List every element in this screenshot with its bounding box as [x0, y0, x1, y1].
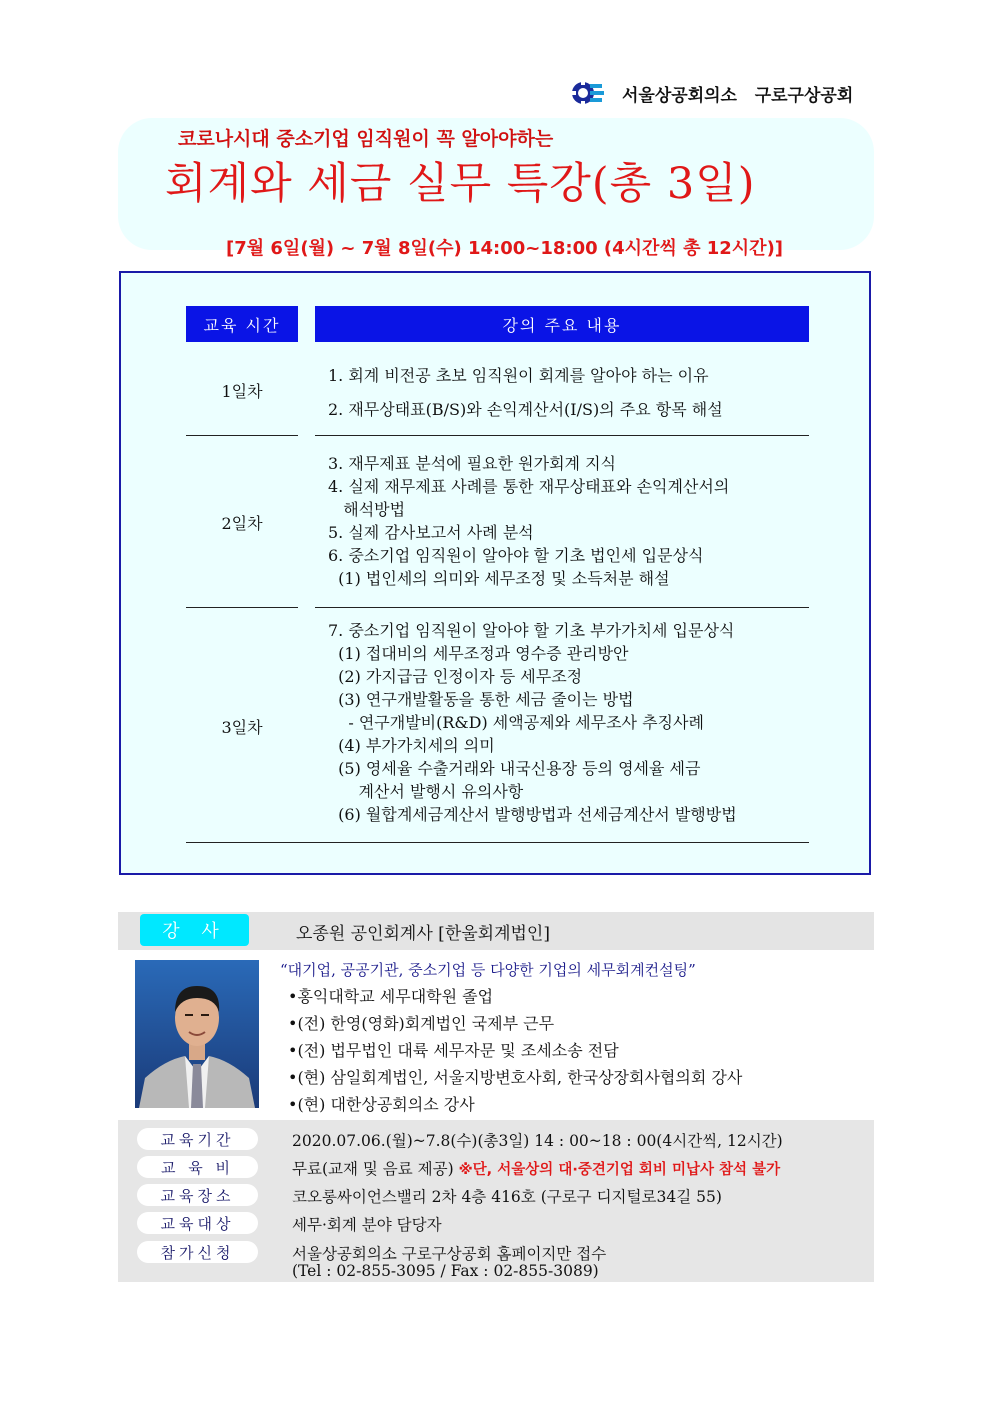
date-range: [7월 6일(월) ~ 7월 8일(수) 14:00~18:00 (4시간씩 총 12시간)]: [226, 238, 784, 259]
day-1-items: [328, 359, 723, 427]
fee-note: ※단, 서울상의 대·중견기업 회비 미납사 참석 불가: [458, 1162, 781, 1178]
list-item: (1) 접대비의 세무조정과 영수증 관리방안: [328, 644, 629, 663]
label-education-period: 교육기간: [137, 1128, 258, 1150]
schedule-table: [119, 271, 871, 875]
day-1-label: 1일차: [221, 382, 263, 401]
divider: [186, 435, 298, 436]
fee-text: 무료(교재 및 음료 제공): [292, 1160, 454, 1178]
label-education-fee: 교 육 비: [137, 1156, 258, 1178]
list-item: - 연구개발비(R&D) 세액공제와 세무조사 추징사례: [328, 713, 704, 732]
page-title: 회계와 세금 실무 특강(총 3일): [165, 159, 756, 209]
subtitle: 코로나시대 중소기업 임직원이 꼭 알아야하는: [178, 128, 554, 150]
value-contact: (Tel : 02-855-3095 / Fax : 02-855-3089): [292, 1262, 599, 1280]
instructor-name: 오종원 공인회계사 [한울회계법인]: [296, 924, 550, 944]
value-education-fee: [292, 1157, 780, 1179]
value-education-period: 2020.07.06.(월)~7.8(수)(총3일) 14 : 00~18 : 00(4시간씩, 12시간): [292, 1132, 783, 1150]
list-item: 계산서 발행시 유의사항: [328, 782, 524, 801]
instructor-photo: [135, 960, 259, 1108]
list-item: 2. 재무상태표(B/S)와 손익계산서(I/S)의 주요 항목 해설: [328, 400, 723, 419]
list-item: •(전) 한영(영화)회계법인 국제부 근무: [288, 1014, 555, 1033]
header-main-content: 강의 주요 내용: [315, 306, 809, 342]
list-item: 5. 실제 감사보고서 사례 분석: [328, 523, 534, 542]
list-item: (6) 월합계세금계산서 발행방법과 선세금계산서 발행방법: [328, 805, 737, 824]
list-item: 해석방법: [328, 500, 406, 519]
list-item: 6. 중소기업 임직원이 알아야 할 기초 법인세 입문상식: [328, 546, 704, 565]
value-education-target: 세무·회계 분야 담당자: [292, 1216, 442, 1234]
instructor-quote: “대기업, 공공기관, 중소기업 등 다양한 기업의 세무회계컨설팅”: [280, 961, 696, 979]
list-item: •홍익대학교 세무대학원 졸업: [288, 987, 494, 1006]
label-education-target: 교육대상: [137, 1212, 258, 1234]
instructor-career: [288, 983, 742, 1118]
day-2-label: 2일차: [221, 514, 263, 533]
value-education-place: 코오롱싸이언스밸리 2차 4층 416호 (구로구 디지털로34길 55): [292, 1188, 722, 1206]
list-item: 7. 중소기업 임직원이 알아야 할 기초 부가가치세 입문상식: [328, 621, 735, 640]
day-2-items: [328, 452, 729, 590]
instructor-tag: 강 사: [140, 914, 249, 946]
org-header: [570, 80, 880, 106]
chamber-logo-icon: [570, 80, 606, 106]
list-item: (5) 영세율 수출거래와 내국신용장 등의 영세율 세금: [328, 759, 701, 778]
divider: [315, 435, 809, 436]
label-education-place: 교육장소: [137, 1184, 258, 1206]
list-item: (3) 연구개발활동을 통한 세금 줄이는 방법: [328, 690, 634, 709]
day-3-items: [328, 619, 737, 826]
list-item: (4) 부가가치세의 의미: [328, 736, 495, 755]
label-registration: 참가신청: [137, 1241, 258, 1263]
header-education-time: 교육 시간: [186, 306, 298, 342]
list-item: 4. 실제 재무제표 사례를 통한 재무상태표와 손익계산서의: [328, 477, 730, 496]
divider: [186, 607, 298, 608]
divider: [186, 842, 809, 843]
list-item: •(현) 대한상공회의소 강사: [288, 1095, 475, 1114]
list-item: 3. 재무제표 분석에 필요한 원가회계 지식: [328, 454, 616, 473]
value-registration: 서울상공회의소 구로구상공회 홈페이지만 접수: [292, 1245, 607, 1263]
list-item: 1. 회계 비전공 초보 임직원이 회계를 알아야 하는 이유: [328, 366, 709, 385]
list-item: •(전) 법무법인 대륙 세무자문 및 조세소송 전담: [288, 1041, 619, 1060]
list-item: (1) 법인세의 의미와 세무조정 및 소득처분 해설: [328, 569, 670, 588]
day-3-label: 3일차: [221, 718, 263, 737]
divider: [315, 607, 809, 608]
org-name: 서울상공회의소 구로구상공회: [622, 85, 854, 106]
list-item: (2) 가지급금 인정이자 등 세무조정: [328, 667, 583, 686]
list-item: •(현) 삼일회계법인, 서울지방변호사회, 한국상장회사협의회 강사: [288, 1068, 743, 1087]
